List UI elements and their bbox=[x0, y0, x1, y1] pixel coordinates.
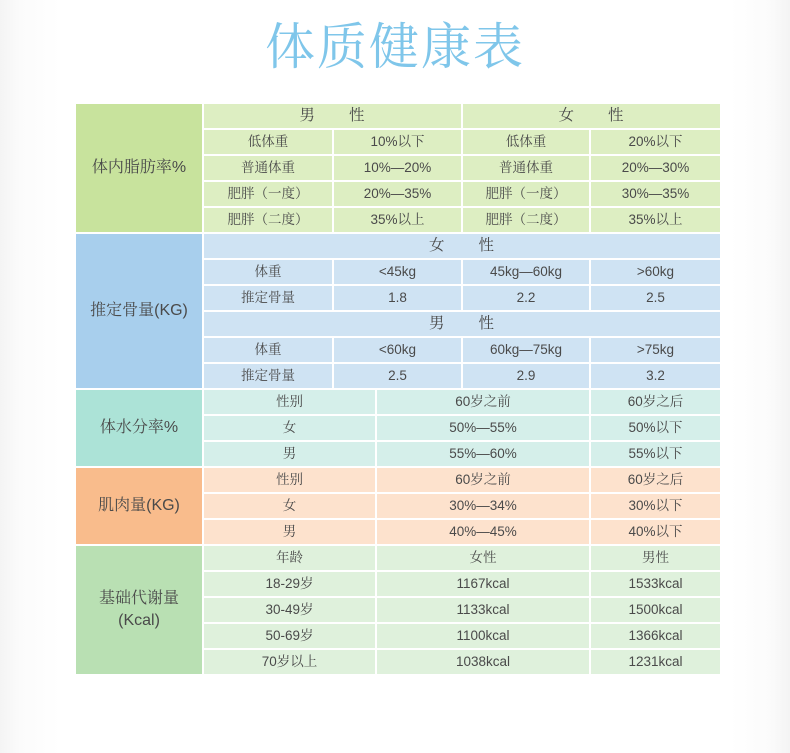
cell: 普通体重 bbox=[203, 155, 333, 181]
header-male: 男 性 bbox=[203, 103, 462, 129]
cell: 2.9 bbox=[462, 363, 590, 389]
cell: 男 bbox=[203, 441, 376, 467]
cell: 男性 bbox=[590, 545, 721, 571]
table-row bbox=[75, 103, 721, 129]
cell: 45kg—60kg bbox=[462, 259, 590, 285]
cell: 低体重 bbox=[462, 129, 590, 155]
cell: 20%—30% bbox=[590, 155, 721, 181]
bmr-section bbox=[75, 545, 721, 675]
cell: 60岁之前 bbox=[376, 467, 590, 493]
cell: >60kg bbox=[590, 259, 721, 285]
cell: 30%以下 bbox=[590, 493, 721, 519]
cell: 2.5 bbox=[590, 285, 721, 311]
cell: 2.2 bbox=[462, 285, 590, 311]
cell: 性别 bbox=[203, 389, 376, 415]
header-female: 女 性 bbox=[203, 233, 721, 259]
cell: 35%以上 bbox=[333, 207, 462, 233]
bmr-label-line2: (Kcal) bbox=[118, 612, 160, 629]
section-label-body-fat: 体内脂肪率% bbox=[75, 103, 203, 233]
cell: 低体重 bbox=[203, 129, 333, 155]
cell: 18-29岁 bbox=[203, 571, 376, 597]
cell: 1038kcal bbox=[376, 649, 590, 675]
cell: 1.8 bbox=[333, 285, 462, 311]
page-title: 体质健康表 bbox=[265, 18, 525, 76]
cell: 30%—35% bbox=[590, 181, 721, 207]
cell: 20%—35% bbox=[333, 181, 462, 207]
cell: 55%—60% bbox=[376, 441, 590, 467]
cell: 肥胖（二度） bbox=[462, 207, 590, 233]
cell: 女性 bbox=[376, 545, 590, 571]
header-male: 男 性 bbox=[203, 311, 721, 337]
cell: 50%—55% bbox=[376, 415, 590, 441]
cell: 1366kcal bbox=[590, 623, 721, 649]
cell: 1500kcal bbox=[590, 597, 721, 623]
header-female: 女 性 bbox=[462, 103, 721, 129]
cell: 推定骨量 bbox=[203, 285, 333, 311]
cell: 40%—45% bbox=[376, 519, 590, 545]
cell: 60kg—75kg bbox=[462, 337, 590, 363]
cell: 3.2 bbox=[590, 363, 721, 389]
cell: 50-69岁 bbox=[203, 623, 376, 649]
cell: 年龄 bbox=[203, 545, 376, 571]
cell: 10%—20% bbox=[333, 155, 462, 181]
bone-mass-section bbox=[75, 233, 721, 389]
body-fat-section bbox=[75, 103, 721, 233]
cell: 推定骨量 bbox=[203, 363, 333, 389]
cell: 35%以上 bbox=[590, 207, 721, 233]
cell: 55%以下 bbox=[590, 441, 721, 467]
cell: 60岁之前 bbox=[376, 389, 590, 415]
cell: 肥胖（一度） bbox=[462, 181, 590, 207]
cell: 60岁之后 bbox=[590, 389, 721, 415]
table-row bbox=[75, 545, 721, 571]
cell: 1167kcal bbox=[376, 571, 590, 597]
cell: 70岁以上 bbox=[203, 649, 376, 675]
cell: 肥胖（二度） bbox=[203, 207, 333, 233]
cell: 1100kcal bbox=[376, 623, 590, 649]
section-label-bone-mass: 推定骨量(KG) bbox=[75, 233, 203, 389]
health-table-container bbox=[74, 102, 720, 676]
table-row bbox=[75, 233, 721, 259]
cell: 1231kcal bbox=[590, 649, 721, 675]
cell: 普通体重 bbox=[462, 155, 590, 181]
cell: 50%以下 bbox=[590, 415, 721, 441]
cell: 30%—34% bbox=[376, 493, 590, 519]
cell: 10%以下 bbox=[333, 129, 462, 155]
cell: <60kg bbox=[333, 337, 462, 363]
section-label-body-water: 体水分率% bbox=[75, 389, 203, 467]
bmr-label-line1: 基础代谢量 bbox=[98, 590, 179, 607]
cell: 60岁之后 bbox=[590, 467, 721, 493]
cell: 20%以下 bbox=[590, 129, 721, 155]
cell: <45kg bbox=[333, 259, 462, 285]
cell: 女 bbox=[203, 493, 376, 519]
cell: 体重 bbox=[203, 337, 333, 363]
muscle-section bbox=[75, 467, 721, 545]
cell: 体重 bbox=[203, 259, 333, 285]
body-water-section bbox=[75, 389, 721, 467]
cell: 1533kcal bbox=[590, 571, 721, 597]
cell: 1133kcal bbox=[376, 597, 590, 623]
cell: >75kg bbox=[590, 337, 721, 363]
cell: 2.5 bbox=[333, 363, 462, 389]
cell: 女 bbox=[203, 415, 376, 441]
cell: 性别 bbox=[203, 467, 376, 493]
cell: 男 bbox=[203, 519, 376, 545]
section-label-muscle: 肌肉量(KG) bbox=[75, 467, 203, 545]
cell: 40%以下 bbox=[590, 519, 721, 545]
table-row bbox=[75, 389, 721, 415]
health-table bbox=[74, 102, 722, 676]
cell: 30-49岁 bbox=[203, 597, 376, 623]
cell: 肥胖（一度） bbox=[203, 181, 333, 207]
section-label-bmr bbox=[75, 545, 203, 675]
table-row bbox=[75, 467, 721, 493]
